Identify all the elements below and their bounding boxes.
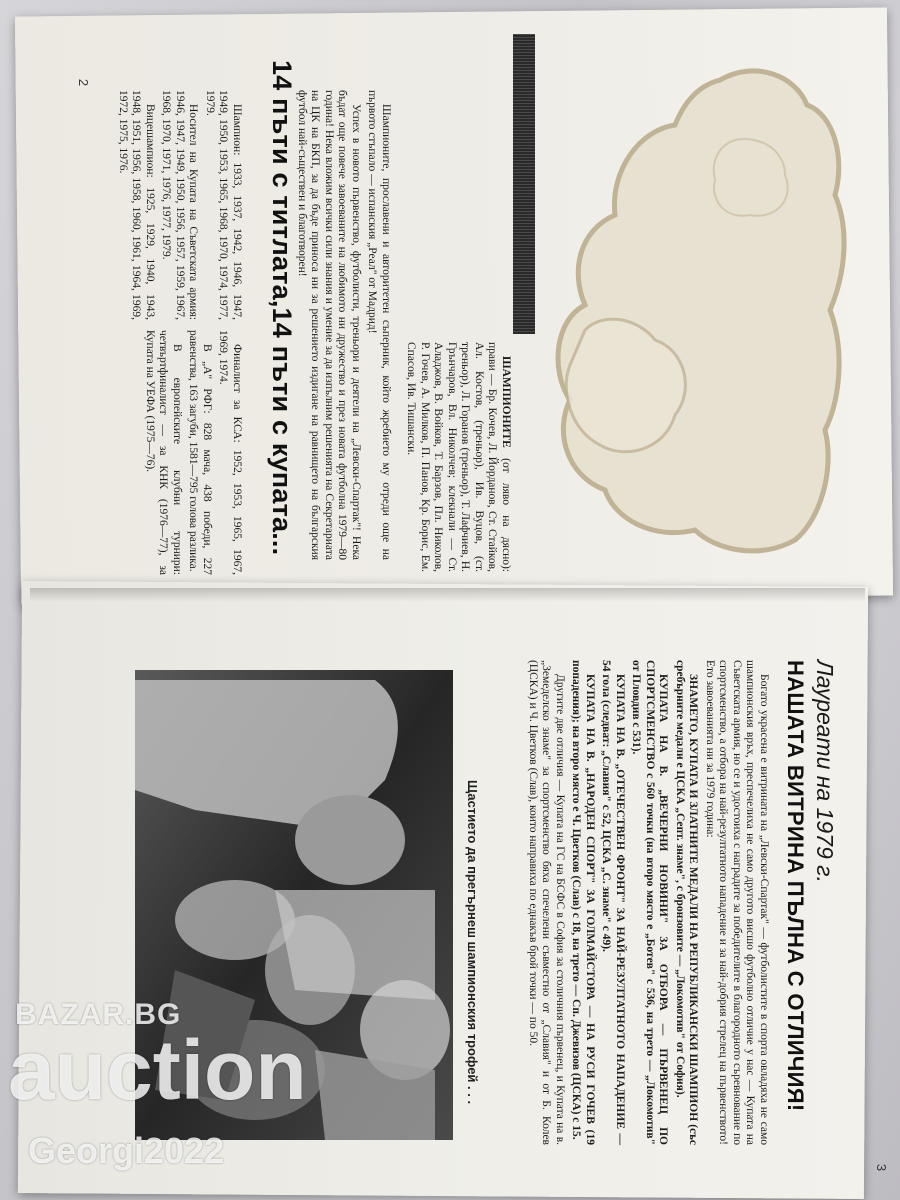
top-headline: 14 пъти с титлата,14 пъти с купата... bbox=[267, 60, 297, 556]
top-para-2: Успех в новото първенство, футболисти, треньори и деятели на „Левски-Спартак"! Нека бъдат още повече завоеваните на любимото ни дружество и през новата футболна 1979—80 година! Нека вложим всички сили знания и умение за да изпълним решенията на Секретариата на ЦК на БКП, за да бъде приноса ни за решението издигане на равнището на българския футбол най-съществен и благотворен! bbox=[296, 90, 362, 560]
stat-item: Финалист за КСА: 1952, 1953, 1965, 1967, 1969, 1974. bbox=[217, 330, 243, 575]
stat-item: В „А" РФГ: 828 мача, 438 победи, 227 равенства, 163 загуби, 1581—795 голова разлика. bbox=[187, 330, 213, 575]
stat-item: В европейските клубни турнири: четвъртфиналист — за КНК (1976—77), за Купата на УЕФА (1975—76). bbox=[144, 330, 183, 575]
bottom-headline-box bbox=[782, 660, 808, 1111]
award-item: Другите две отличия — Купата на ГС на БСФС в София за столичния първенец, и Купата на в. „Земеделско знаме" за спортсменство бяха спечелени съвместно от „Славия" и от Б. Колев (ЦСКА) и Ч. Цветков (Слав), които направиха по еднакъв брой точки — по 50. bbox=[527, 660, 566, 1145]
section-title-box bbox=[811, 660, 838, 883]
stat-item: Шампион: 1933, 1937, 1942, 1946, 1947, 1949, 1950, 1953, 1965, 1968, 1970, 1974, 1977, 1979. bbox=[204, 90, 243, 320]
top-column-text bbox=[292, 90, 393, 560]
champions-caption: (от ляво на дясно): прави — Бр. Кочев, Л. Йорданов, Ст. Стайков, Ал. Костов, (треньор), Ив. Вуцов, (ст. треньор), Л. Горанов (треньор), Т. Лафчиев, Н. Грънчаров, Вл. Николчев; клекнали — Ст. Аладжов, В. Войков, Т. Барзов, Пл. Николов, Р. Гочев, А. Милков, П. Панов, Кр. Борис, Ем. Спасов, Ив. Тишански. bbox=[405, 342, 512, 572]
award-item: ЗНАМЕТО, КУПАТА И ЗЛАТНИТЕ МЕДАЛИ НА РЕПУБЛИКАНСКИ ШАМПИОН (със сребърните медали е ЦСКА „Септ. знаме", с бронзовите — „Локомотив" от София). bbox=[674, 660, 700, 1145]
stats-column-1 bbox=[113, 90, 244, 320]
water-stain bbox=[545, 20, 875, 580]
award-item: КУПАТА НА В. „ВЕЧЕРНИ НОВИНИ" ЗА ОТБОРА — ПЪРВЕНЕЦ ПО СПОРТСМЕНСТВО с 560 точки (на второ място е „Ботев" с 536, на трето — „Локомотив" от Пловдив с 531). bbox=[630, 660, 670, 1145]
photo-caption-box bbox=[465, 780, 480, 1104]
stat-item: Носител на Купата на Съветската армия: 1946, 1947, 1949, 1950, 1956, 1957, 1959, 1967, 1968, 1970, 1971, 1976, 1977, 1979. bbox=[160, 90, 200, 320]
award-item: КУПАТА НА В. „НАРОДЕН СПОРТ" ЗА ГОЛМАЙСТОРА — НА РУСИ ГОЧЕВ (19 попадения); на второ място е Ч. Цветков (Слав) с 18, на трето — Сп. Джевизов (ЦСКА) с 15. bbox=[570, 660, 596, 1145]
stat-item: Вицешампион: 1925, 1929, 1940, 1943, 1948, 1951, 1956, 1958, 1960, 1961, 1964, 1969, 1972, 1975, 1976. bbox=[117, 90, 156, 320]
article-intro: Богато украсена е витрината на „Левски-Спартак" — футболистите в спорта овладяха не само шампионския връх, преспечелиха не само другото висшо футболно отличие у нас — Купата на Съветската армия, но се и удостоиха с наградите за победителите в благородното съревнование по спортсменство, а отбора на най-резултатното нападение и за най-добрия стрелец на първенството! Ето завоеванията ни за 1979 година: bbox=[704, 660, 770, 1145]
stats-column-2 bbox=[140, 330, 244, 575]
page-number-3: 3 bbox=[874, 1163, 890, 1172]
photo-caption: Щастието да прегърнеш шампионския трофей . . . bbox=[465, 780, 480, 1105]
watermark-main: auction bbox=[8, 1023, 307, 1117]
page-fold bbox=[30, 588, 865, 602]
top-column-caption bbox=[401, 342, 512, 572]
bottom-headline: НАШАТА ВИТРИНА ПЪЛНА С ОТЛИЧИЯ! bbox=[783, 660, 808, 1112]
champions-lead: ШАМПИОНИТЕ bbox=[500, 356, 512, 448]
page-number-2: 2 bbox=[76, 78, 92, 87]
watermark-brand: BAZAR.BG bbox=[15, 998, 182, 1031]
award-item: КУПАТА НА В. „ОТЕЧЕСТВЕН ФРОНТ" ЗА НАЙ-РЕЗУЛТАТНОТО НАПАДЕНИЕ — 54 гола (следват: „Славия" с 52, ЦСКА „С. знаме" с 49). bbox=[600, 660, 626, 1145]
section-title: Лауреати на 1979 г. bbox=[812, 660, 838, 883]
article-body bbox=[523, 660, 771, 1145]
top-para-1: Шампионите, прославени и авторитетен съперник, който жребието му отреди още на първото стъпало — испанския „Реал" от Мадрид! bbox=[366, 90, 392, 560]
decorative-bar bbox=[513, 34, 535, 334]
watermark-user: Georgi2022 bbox=[28, 1130, 225, 1171]
